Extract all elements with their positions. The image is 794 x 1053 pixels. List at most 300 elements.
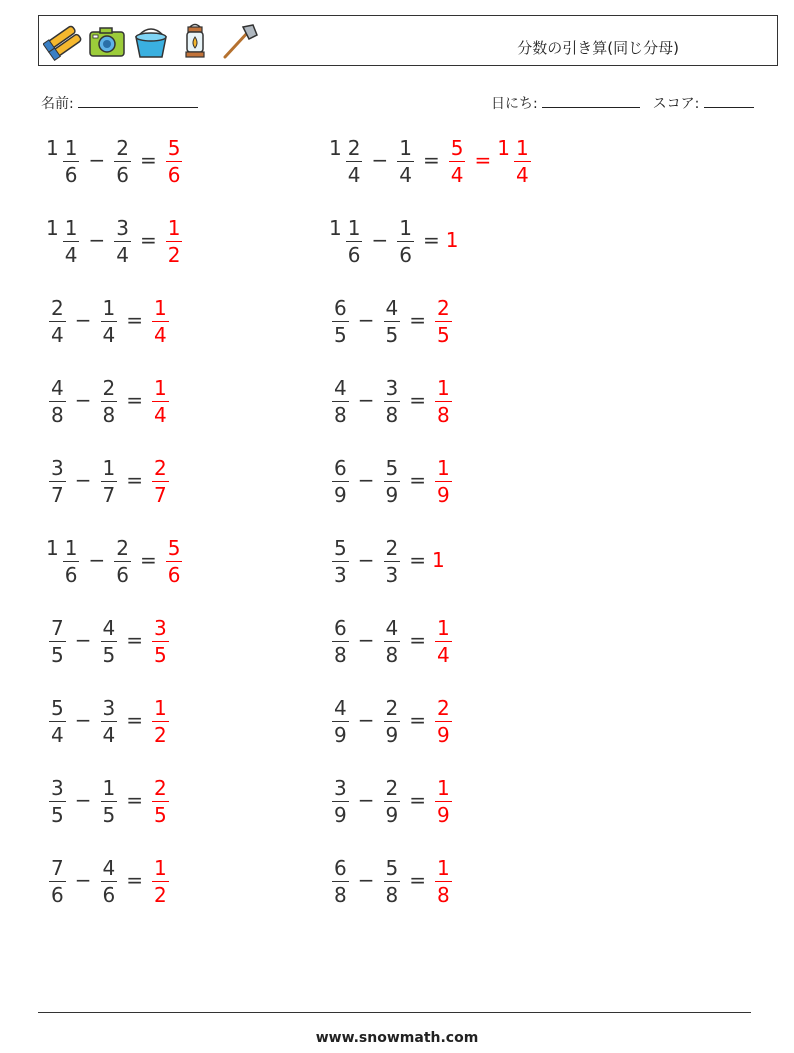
numerator: 3 bbox=[385, 375, 399, 400]
denominator: 8 bbox=[51, 402, 64, 427]
fraction bbox=[114, 215, 131, 267]
numerator: 1 bbox=[515, 135, 529, 160]
fraction-term bbox=[381, 296, 404, 345]
answer bbox=[120, 696, 172, 745]
fraction-term bbox=[329, 136, 365, 185]
whole-number: 1 bbox=[46, 215, 59, 240]
fraction-term bbox=[149, 856, 172, 905]
fraction bbox=[332, 455, 349, 507]
answer bbox=[403, 548, 446, 572]
fraction bbox=[346, 135, 363, 187]
fraction-term bbox=[381, 456, 404, 505]
denominator: 2 bbox=[167, 242, 181, 267]
fraction-term bbox=[98, 696, 121, 745]
minus-sign: − bbox=[371, 228, 389, 252]
numerator: 1 bbox=[102, 775, 116, 800]
problem-item bbox=[46, 370, 172, 430]
fraction-term bbox=[149, 296, 172, 345]
problem-item bbox=[329, 850, 455, 910]
numerator: 2 bbox=[437, 695, 450, 720]
fraction-term bbox=[46, 216, 82, 265]
problem-item bbox=[329, 610, 455, 670]
whole-number: 1 bbox=[329, 135, 342, 160]
numerator: 3 bbox=[334, 775, 347, 800]
denominator: 4 bbox=[154, 322, 167, 347]
fraction-term bbox=[98, 616, 121, 665]
fraction bbox=[514, 135, 531, 187]
bucket-icon bbox=[131, 21, 171, 61]
fraction bbox=[152, 855, 169, 907]
fraction bbox=[152, 615, 169, 667]
numerator: 1 bbox=[437, 375, 450, 400]
fraction-term bbox=[149, 776, 172, 825]
denominator: 6 bbox=[51, 882, 64, 907]
fraction-term bbox=[432, 548, 446, 572]
numerator: 3 bbox=[102, 695, 116, 720]
equals-sign: = bbox=[409, 388, 426, 412]
problem-item bbox=[329, 210, 459, 270]
numerator: 1 bbox=[102, 455, 116, 480]
fraction-term bbox=[432, 776, 455, 825]
minus-sign: − bbox=[357, 708, 375, 732]
denominator: 2 bbox=[154, 722, 167, 747]
fraction-term bbox=[46, 376, 69, 425]
fraction-term bbox=[46, 856, 69, 905]
answer bbox=[120, 776, 172, 825]
fraction-term bbox=[497, 136, 533, 185]
answer bbox=[417, 136, 534, 185]
binoculars-icon bbox=[43, 21, 83, 61]
denominator: 2 bbox=[154, 882, 167, 907]
equals-sign: = bbox=[126, 708, 143, 732]
fraction bbox=[332, 775, 349, 827]
answer bbox=[134, 136, 186, 185]
fraction-term bbox=[163, 136, 186, 185]
fraction-term bbox=[46, 776, 69, 825]
minus-sign: − bbox=[74, 868, 92, 892]
problem-item bbox=[329, 450, 455, 510]
numerator: 1 bbox=[154, 855, 167, 880]
numerator: 4 bbox=[102, 855, 116, 880]
fraction-term bbox=[46, 296, 69, 345]
footer-divider bbox=[38, 1012, 751, 1013]
fraction-term bbox=[381, 536, 404, 585]
problem-item bbox=[329, 130, 534, 190]
numerator: 2 bbox=[385, 695, 399, 720]
fraction bbox=[384, 615, 401, 667]
numerator: 4 bbox=[334, 695, 347, 720]
numerator: 1 bbox=[399, 135, 412, 160]
fraction-term bbox=[381, 856, 404, 905]
problem-item bbox=[329, 370, 455, 430]
score-label: スコア: bbox=[652, 96, 700, 112]
fraction bbox=[435, 615, 452, 667]
denominator: 4 bbox=[437, 642, 450, 667]
answer bbox=[403, 456, 455, 505]
fraction bbox=[49, 455, 66, 507]
equals-sign: = bbox=[409, 468, 426, 492]
numerator: 6 bbox=[334, 295, 347, 320]
fraction bbox=[63, 215, 80, 267]
minus-sign: − bbox=[357, 468, 375, 492]
minus-sign: − bbox=[88, 148, 106, 172]
fraction bbox=[384, 695, 401, 747]
numerator: 4 bbox=[102, 615, 116, 640]
denominator: 5 bbox=[154, 802, 167, 827]
numerator: 1 bbox=[167, 215, 181, 240]
equals-sign: = bbox=[409, 548, 426, 572]
denominator: 9 bbox=[437, 802, 450, 827]
numerator: 4 bbox=[385, 615, 399, 640]
fraction-term bbox=[446, 228, 460, 252]
answer bbox=[134, 536, 186, 585]
denominator: 5 bbox=[51, 642, 64, 667]
fraction bbox=[384, 775, 401, 827]
denominator: 4 bbox=[450, 162, 464, 187]
name-label: 名前: bbox=[41, 96, 74, 112]
denominator: 4 bbox=[64, 242, 78, 267]
numerator: 2 bbox=[102, 375, 116, 400]
fraction-term bbox=[98, 776, 121, 825]
fraction-term bbox=[111, 536, 134, 585]
denominator: 4 bbox=[102, 322, 116, 347]
numerator: 5 bbox=[450, 135, 464, 160]
numerator: 2 bbox=[154, 775, 167, 800]
numerator: 4 bbox=[385, 295, 399, 320]
problem-item bbox=[46, 770, 172, 830]
fraction bbox=[332, 695, 349, 747]
worksheet-title: 分数の引き算(同じ分母) bbox=[517, 39, 679, 57]
denominator: 9 bbox=[437, 722, 450, 747]
worksheet-header bbox=[38, 15, 778, 66]
denominator: 6 bbox=[116, 562, 129, 587]
equals-sign: = bbox=[409, 788, 426, 812]
numerator: 3 bbox=[154, 615, 167, 640]
fraction bbox=[49, 295, 66, 347]
numerator: 5 bbox=[385, 455, 399, 480]
denominator: 4 bbox=[347, 162, 361, 187]
numerator: 6 bbox=[334, 855, 347, 880]
numerator: 1 bbox=[437, 855, 450, 880]
fraction-term bbox=[149, 456, 172, 505]
denominator: 7 bbox=[102, 482, 116, 507]
minus-sign: − bbox=[357, 308, 375, 332]
minus-sign: − bbox=[357, 628, 375, 652]
fraction bbox=[332, 615, 349, 667]
fraction-term bbox=[329, 296, 352, 345]
equals-sign: = bbox=[126, 388, 143, 412]
numerator: 4 bbox=[51, 375, 64, 400]
answer bbox=[120, 856, 172, 905]
denominator: 5 bbox=[437, 322, 450, 347]
numerator: 1 bbox=[437, 455, 450, 480]
fraction bbox=[101, 295, 118, 347]
denominator: 8 bbox=[385, 882, 399, 907]
fraction-term bbox=[111, 216, 134, 265]
fraction bbox=[152, 775, 169, 827]
fraction bbox=[49, 375, 66, 427]
minus-sign: − bbox=[88, 228, 106, 252]
denominator: 5 bbox=[154, 642, 167, 667]
numerator: 7 bbox=[51, 615, 64, 640]
numerator: 2 bbox=[347, 135, 361, 160]
whole-number: 1 bbox=[329, 215, 342, 240]
denominator: 8 bbox=[334, 642, 347, 667]
answer bbox=[120, 616, 172, 665]
answer bbox=[134, 216, 186, 265]
fraction bbox=[152, 375, 169, 427]
problem-item bbox=[329, 290, 455, 350]
equals-sign: = bbox=[422, 228, 440, 252]
denominator: 9 bbox=[334, 802, 347, 827]
fraction-term bbox=[163, 536, 186, 585]
denominator: 6 bbox=[116, 162, 129, 187]
date-blank[interactable] bbox=[542, 93, 640, 108]
minus-sign: − bbox=[88, 548, 106, 572]
problem-item bbox=[46, 530, 185, 590]
fraction-term bbox=[432, 376, 455, 425]
equals-sign: = bbox=[126, 628, 143, 652]
denominator: 7 bbox=[51, 482, 64, 507]
numerator: 1 bbox=[437, 615, 450, 640]
numerator: 1 bbox=[154, 295, 167, 320]
numerator: 1 bbox=[347, 215, 361, 240]
numerator: 2 bbox=[385, 775, 399, 800]
denominator: 5 bbox=[102, 642, 116, 667]
name-blank[interactable] bbox=[78, 93, 198, 108]
equals-sign: = bbox=[139, 548, 157, 572]
numerator: 1 bbox=[154, 375, 167, 400]
fraction-term bbox=[432, 856, 455, 905]
minus-sign: − bbox=[357, 788, 375, 812]
denominator: 4 bbox=[399, 162, 412, 187]
fraction bbox=[435, 375, 452, 427]
fraction bbox=[166, 135, 183, 187]
numerator: 6 bbox=[334, 455, 347, 480]
numerator: 5 bbox=[167, 135, 181, 160]
fraction-term bbox=[46, 456, 69, 505]
minus-sign: − bbox=[357, 548, 375, 572]
denominator: 4 bbox=[116, 242, 129, 267]
numerator: 1 bbox=[64, 215, 78, 240]
minus-sign: − bbox=[74, 308, 92, 332]
date-score-fields bbox=[491, 93, 754, 113]
numerator: 2 bbox=[116, 135, 129, 160]
denominator: 8 bbox=[102, 402, 116, 427]
fraction-term bbox=[394, 136, 417, 185]
fraction bbox=[332, 535, 349, 587]
equals-sign: = bbox=[139, 228, 157, 252]
answer bbox=[417, 228, 460, 252]
fraction-term bbox=[432, 296, 455, 345]
denominator: 6 bbox=[167, 162, 181, 187]
denominator: 9 bbox=[334, 482, 347, 507]
minus-sign: − bbox=[371, 148, 389, 172]
denominator: 6 bbox=[399, 242, 412, 267]
problem-item bbox=[46, 450, 172, 510]
equals-sign: = bbox=[409, 868, 426, 892]
problem-item bbox=[329, 690, 455, 750]
denominator: 6 bbox=[64, 562, 78, 587]
fraction-term bbox=[46, 536, 82, 585]
fraction bbox=[101, 855, 118, 907]
problem-item bbox=[46, 290, 172, 350]
answer bbox=[403, 856, 455, 905]
problem-item bbox=[46, 690, 172, 750]
score-blank[interactable] bbox=[704, 93, 754, 108]
fraction bbox=[435, 695, 452, 747]
fraction-term bbox=[98, 856, 121, 905]
fraction-term bbox=[381, 776, 404, 825]
denominator: 8 bbox=[437, 402, 450, 427]
minus-sign: − bbox=[74, 788, 92, 812]
fraction-term bbox=[381, 696, 404, 745]
denominator: 8 bbox=[385, 402, 399, 427]
problem-item bbox=[329, 770, 455, 830]
equals-sign: = bbox=[422, 148, 440, 172]
numerator: 7 bbox=[51, 855, 64, 880]
numerator: 3 bbox=[51, 455, 64, 480]
numerator: 5 bbox=[334, 535, 347, 560]
fraction bbox=[384, 375, 401, 427]
fraction bbox=[63, 535, 80, 587]
whole-number: 1 bbox=[46, 135, 59, 160]
whole-number: 1 bbox=[432, 548, 445, 572]
denominator: 8 bbox=[385, 642, 399, 667]
numerator: 5 bbox=[51, 695, 64, 720]
fraction bbox=[346, 215, 363, 267]
fraction bbox=[152, 455, 169, 507]
fraction-term bbox=[381, 376, 404, 425]
denominator: 3 bbox=[385, 562, 399, 587]
fraction bbox=[49, 615, 66, 667]
minus-sign: − bbox=[357, 388, 375, 412]
denominator: 9 bbox=[334, 722, 347, 747]
equals-sign: = bbox=[126, 788, 143, 812]
minus-sign: − bbox=[74, 708, 92, 732]
fraction-term bbox=[46, 616, 69, 665]
fraction-term bbox=[329, 696, 352, 745]
denominator: 3 bbox=[334, 562, 347, 587]
minus-sign: − bbox=[357, 868, 375, 892]
equals-sign: = bbox=[474, 148, 492, 172]
numerator: 3 bbox=[51, 775, 64, 800]
minus-sign: − bbox=[74, 628, 92, 652]
numerator: 2 bbox=[437, 295, 450, 320]
problem-item bbox=[46, 850, 172, 910]
problem-item bbox=[46, 610, 172, 670]
fraction bbox=[384, 295, 401, 347]
fraction bbox=[152, 695, 169, 747]
fraction bbox=[114, 535, 131, 587]
fraction bbox=[101, 375, 118, 427]
numerator: 1 bbox=[399, 215, 412, 240]
equals-sign: = bbox=[126, 868, 143, 892]
fraction-term bbox=[432, 696, 455, 745]
fraction-term bbox=[329, 616, 352, 665]
denominator: 9 bbox=[385, 482, 399, 507]
numerator: 1 bbox=[64, 535, 78, 560]
fraction-term bbox=[329, 456, 352, 505]
fraction bbox=[49, 855, 66, 907]
numerator: 1 bbox=[102, 295, 116, 320]
fraction bbox=[63, 135, 80, 187]
fraction-term bbox=[329, 856, 352, 905]
equals-sign: = bbox=[409, 708, 426, 732]
numerator: 4 bbox=[334, 375, 347, 400]
fraction bbox=[101, 695, 118, 747]
denominator: 4 bbox=[515, 162, 529, 187]
numerator: 6 bbox=[334, 615, 347, 640]
fraction-term bbox=[98, 376, 121, 425]
footer-website: www.snowmath.com bbox=[315, 1030, 479, 1046]
fraction-term bbox=[98, 296, 121, 345]
equals-sign: = bbox=[126, 308, 143, 332]
answer bbox=[403, 776, 455, 825]
fraction-term bbox=[111, 136, 134, 185]
fraction-term bbox=[163, 216, 186, 265]
equals-sign: = bbox=[126, 468, 143, 492]
fraction bbox=[332, 295, 349, 347]
denominator: 9 bbox=[385, 722, 399, 747]
fraction-term bbox=[446, 136, 469, 185]
fraction-term bbox=[98, 456, 121, 505]
fraction bbox=[435, 295, 452, 347]
answer bbox=[403, 696, 455, 745]
fraction bbox=[332, 855, 349, 907]
axe-icon bbox=[219, 21, 259, 61]
fraction-term bbox=[432, 616, 455, 665]
header-icons bbox=[43, 21, 259, 61]
denominator: 5 bbox=[334, 322, 347, 347]
name-field bbox=[41, 93, 198, 113]
denominator: 5 bbox=[385, 322, 399, 347]
numerator: 1 bbox=[64, 135, 78, 160]
equals-sign: = bbox=[139, 148, 157, 172]
whole-number: 1 bbox=[46, 535, 59, 560]
denominator: 7 bbox=[154, 482, 167, 507]
fraction bbox=[397, 215, 414, 267]
numerator: 5 bbox=[167, 535, 181, 560]
denominator: 5 bbox=[102, 802, 116, 827]
minus-sign: − bbox=[74, 468, 92, 492]
denominator: 9 bbox=[437, 482, 450, 507]
fraction bbox=[435, 855, 452, 907]
fraction bbox=[449, 135, 466, 187]
denominator: 4 bbox=[51, 722, 64, 747]
fraction-term bbox=[432, 456, 455, 505]
fraction bbox=[435, 455, 452, 507]
fraction bbox=[152, 295, 169, 347]
numerator: 1 bbox=[154, 695, 167, 720]
fraction bbox=[166, 535, 183, 587]
answer bbox=[403, 376, 455, 425]
fraction bbox=[49, 695, 66, 747]
fraction-term bbox=[46, 136, 82, 185]
fraction-term bbox=[394, 216, 417, 265]
fraction-term bbox=[329, 536, 352, 585]
fraction bbox=[101, 455, 118, 507]
minus-sign: − bbox=[74, 388, 92, 412]
fraction-term bbox=[149, 696, 172, 745]
fraction-term bbox=[329, 376, 352, 425]
denominator: 8 bbox=[334, 402, 347, 427]
denominator: 8 bbox=[437, 882, 450, 907]
denominator: 6 bbox=[347, 242, 361, 267]
problem-item bbox=[46, 130, 185, 190]
fraction bbox=[384, 855, 401, 907]
numerator: 5 bbox=[385, 855, 399, 880]
